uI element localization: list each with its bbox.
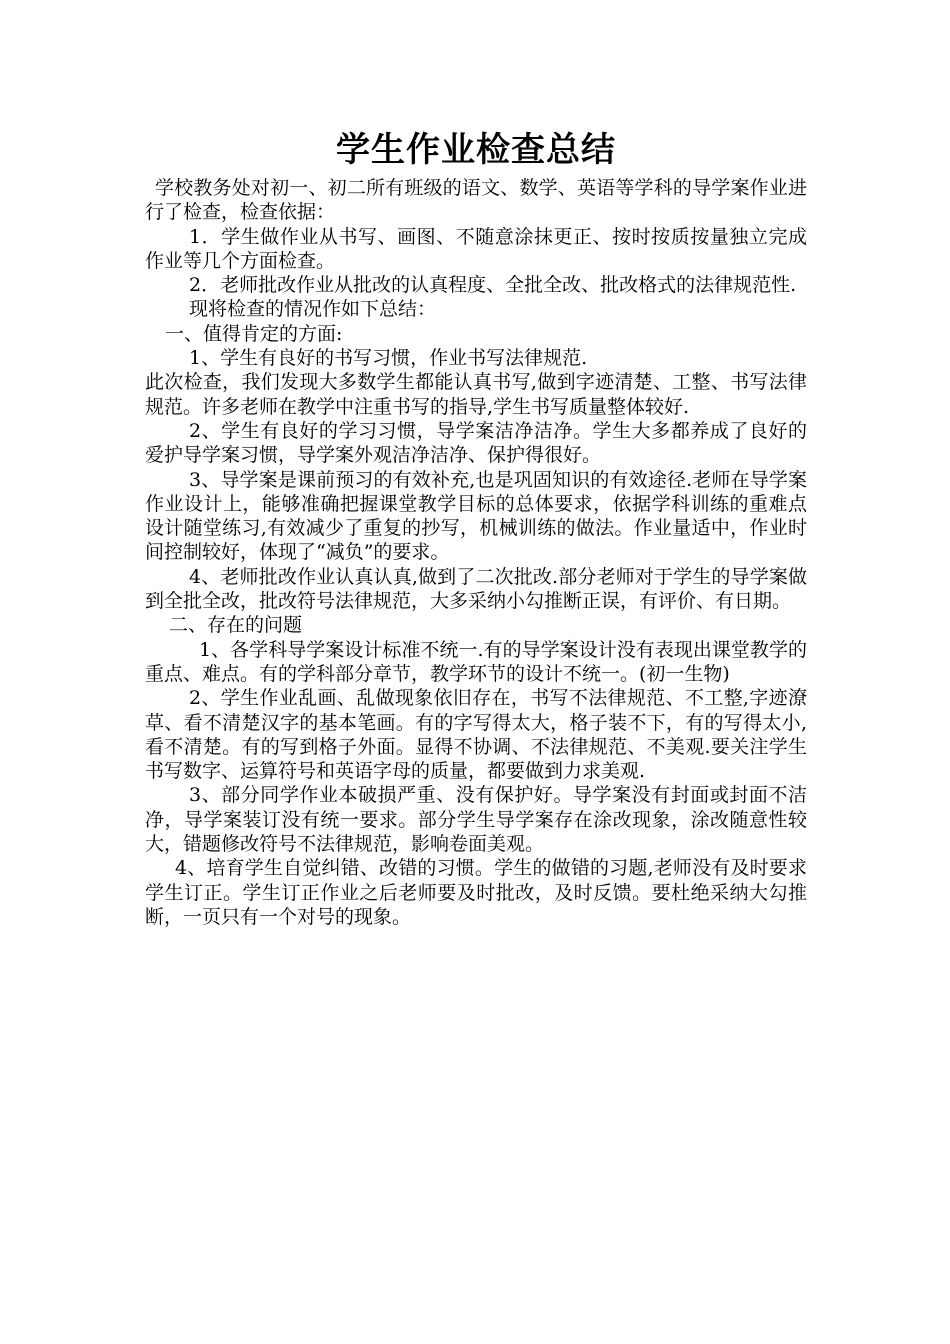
positive-item-1-detail: 此次检查，我们发现大多数学生都能认真书写,做到字迹清楚、工整、书写法律规范。许多老师在教学中注重书写的指导,学生书写质量整体较好. [145,371,807,418]
intro-paragraph: 学校教务处对初一、初二所有班级的语文、数学、英语等学科的导学案作业进行了检查，检查依据： [145,177,807,224]
positive-item-2: 2、学生有良好的学习习惯，导学案洁净洁净。学生大多都养成了良好的爱护导学案习惯，导学案外观洁净洁净、保护得很好。 [145,419,807,467]
problem-item-4: 4、培育学生自觉纠错、改错的习惯。学生的做错的习题,老师没有及时要求学生订正。学生订正作业之后老师要及时批改，及时反馈。要杜绝采纳大勾推断，一页只有一个对号的现象。 [145,857,807,928]
basis-item-1: 1．学生做作业从书写、画图、不随意涂抹更正、按时按质按量独立完成作业等几个方面检查。 [145,225,807,272]
document-title: 学生作业检查总结 [336,130,616,170]
positive-item-1: 1、学生有良好的书写习惯，作业书写法律规范. [189,347,588,370]
basis-item-2: 2．老师批改作业从批改的认真程度、全批全改、批改格式的法律规范性. [189,274,797,297]
problem-item-2: 2、学生作业乱画、乱做现象依旧存在，书写不法律规范、不工整,字迹潦草、看不清楚汉字的基本笔画。有的字写得太大，格子装不下，有的写得太小,看不清楚。有的写到格子外面。显得不协调、不法律规范、不美观.要关注学生书写数字、运算符号和英语字母的质量，都要做到力求美观. [145,687,807,783]
problem-item-3: 3、部分同学作业本破损严重、没有保护好。导学案没有封面或封面不洁净，导学案装订没有统一要求。部分学生导学案存在涂改现象，涂改随意性较大，错题修改符号不法律规范，影响卷面美观。 [145,784,807,856]
section-heading-problems: 二、存在的问题 [169,614,303,637]
problem-item-1: 1、各学科导学案设计标准不统一.有的导学案设计没有表现出课堂教学的重点、难点。有的学科部分章节，教学环节的设计不统一。(初一生物) [145,638,807,685]
summary-lead: 现将检查的情况作如下总结： [189,298,437,321]
section-heading-positive: 一、值得肯定的方面: [165,322,343,345]
document-page [145,128,807,929]
positive-item-3: 3、导学案是课前预习的有效补充,也是巩固知识的有效途径.老师在导学案作业设计上，能够准确把握课堂教学目标的总体要求，依据学科训练的重难点设计随堂练习,有效减少了重复的抄写，机械训练的做法。作业量适中，作业时间控制较好，体现了“减负”的要求。 [145,468,807,564]
positive-item-4: 4、老师批改作业认真认真,做到了二次批改.部分老师对于学生的导学案做到全批全改，批改符号法律规范，大多采纳小勾推断正误，有评价、有日期。 [145,565,807,613]
